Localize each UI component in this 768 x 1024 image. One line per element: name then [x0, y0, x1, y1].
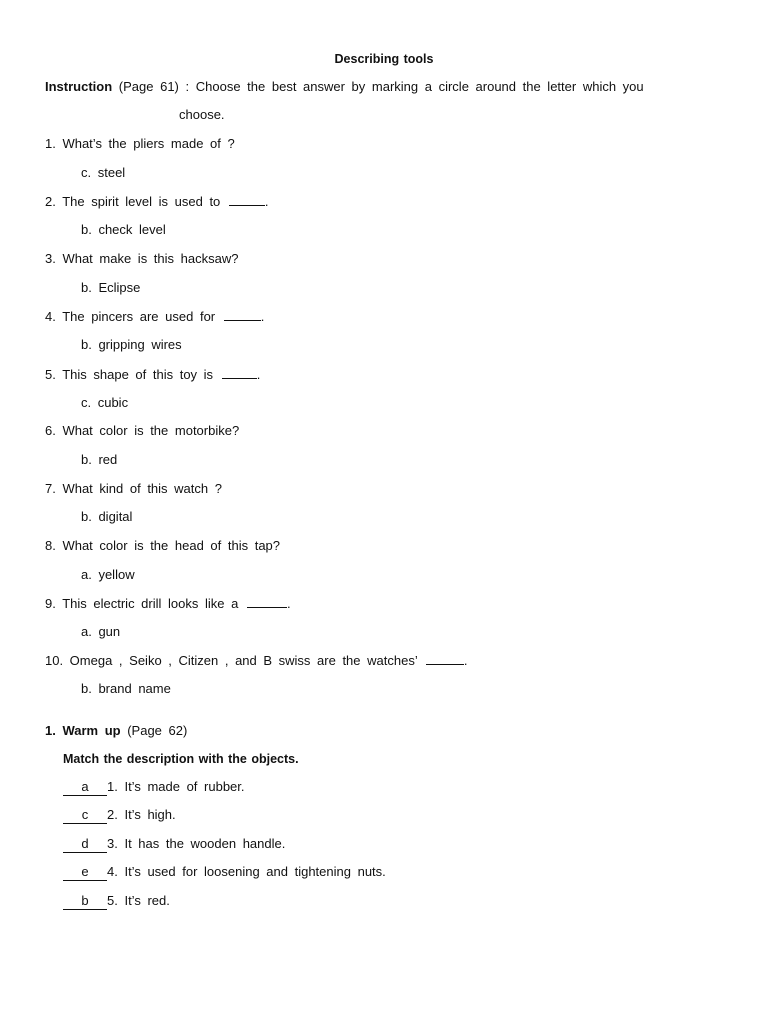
answer-3: b. Eclipse [81, 280, 141, 295]
match-text: 2. It’s high. [107, 807, 176, 822]
question-6: 6. What color is the motorbike? [45, 423, 240, 438]
answer-blank [224, 308, 261, 321]
match-answer: a [63, 779, 107, 796]
match-answer: b [63, 893, 107, 910]
instruction-text: Choose the best answer by marking a circle around the letter which you [195, 79, 644, 94]
match-text: 4. It’s used for loosening and tightening nuts. [107, 864, 386, 879]
answer-9: a. gun [81, 624, 121, 639]
question-3: 3. What make is this hacksaw? [45, 251, 239, 266]
answer-blank [247, 595, 287, 608]
question-4: 4. The pincers are used for . [45, 309, 265, 324]
question-9: 9. This electric drill looks like a . [45, 596, 291, 611]
question-9-text: 9. This electric drill looks like a [45, 596, 239, 611]
warmup-heading-text: 1. Warm up [45, 723, 121, 738]
answer-blank [426, 652, 464, 665]
question-4-text: 4. The pincers are used for [45, 309, 216, 324]
match-text: 5. It’s red. [107, 893, 170, 908]
question-5: 5. This shape of this toy is . [45, 367, 261, 382]
match-answer: d [63, 836, 107, 853]
answer-4: b. gripping wires [81, 337, 182, 352]
answer-1: c. steel [81, 165, 126, 180]
instruction-line [45, 79, 644, 95]
answer-7: b. digital [81, 509, 133, 524]
answer-10: b. brand name [81, 681, 171, 696]
match-item [63, 779, 245, 796]
question-2-text: 2. The spirit level is used to [45, 194, 221, 209]
instruction-label: Instruction [45, 79, 113, 94]
page-title: Describing tools [334, 52, 434, 66]
match-item [63, 807, 176, 824]
answer-6: b. red [81, 452, 118, 467]
question-7: 7. What kind of this watch ? [45, 481, 222, 496]
match-item [63, 864, 386, 881]
question-8: 8. What color is the head of this tap? [45, 538, 281, 553]
question-5-text: 5. This shape of this toy is [45, 367, 214, 382]
answer-2: b. check level [81, 222, 166, 237]
answer-blank [229, 193, 265, 206]
match-text: 3. It has the wooden handle. [107, 836, 286, 851]
instruction-page-ref: (Page 61) : [118, 79, 190, 94]
question-2: 2. The spirit level is used to . [45, 194, 269, 209]
warmup-heading [45, 723, 187, 739]
warmup-subheading: Match the description with the objects. [63, 752, 299, 766]
match-text: 1. It’s made of rubber. [107, 779, 245, 794]
match-item [63, 836, 285, 853]
match-answer: c [63, 807, 107, 824]
question-10-text: 10. Omega , Seiko , Citizen , and B swiss are the watches’ [45, 653, 418, 668]
question-10: 10. Omega , Seiko , Citizen , and B swiss are the watches’ . [45, 653, 468, 668]
answer-5: c. cubic [81, 395, 129, 410]
question-1: 1. What’s the pliers made of ? [45, 136, 235, 151]
instruction-continuation: choose. [179, 107, 225, 122]
answer-8: a. yellow [81, 567, 135, 582]
match-answer: e [63, 864, 107, 881]
match-item [63, 893, 170, 910]
warmup-page-ref: (Page 62) [127, 723, 188, 738]
answer-blank [222, 366, 257, 379]
